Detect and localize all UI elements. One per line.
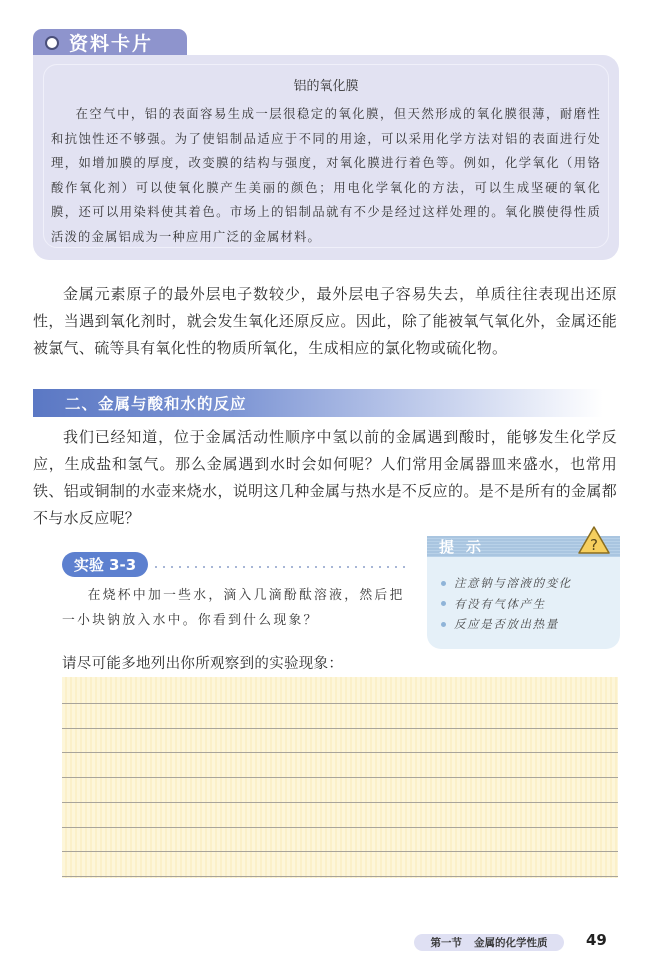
- writing-line: [62, 827, 618, 828]
- hint-list: [441, 573, 572, 635]
- info-card-title: 铝的氧化膜: [293, 79, 359, 94]
- body-paragraph-1: 金属元素原子的最外层电子数较少，最外层电子容易失去，单质往往表现出还原性，当遇到氧化剂时，就会发生氧化还原反应。因此，除了能被氧气氧化外，金属还能被氯气、硫等具有氧化性的物质所氧化，生成相应的氯化物或硫化物。: [33, 285, 617, 357]
- answer-writing-area[interactable]: [62, 677, 618, 878]
- hint-item: 注意钠与溶液的变化: [441, 573, 572, 594]
- experiment-instructions: 在烧杯中加一些水，滴入几滴酚酞溶液，然后把一小块钠放入水中。你看到什么现象？: [62, 588, 405, 628]
- writing-line: [62, 851, 618, 852]
- experiment-badge: [62, 552, 148, 577]
- writing-line: [62, 752, 618, 753]
- footer-chapter-title: 金属的化学性质: [474, 937, 548, 949]
- info-card: [33, 55, 619, 260]
- hint-item: 反应是否放出热量: [441, 614, 572, 635]
- info-card-tab-label: 资料卡片: [69, 33, 154, 55]
- bullet-dot-icon: [441, 601, 446, 606]
- svg-text:?: ?: [590, 536, 598, 554]
- hint-box: [427, 536, 620, 649]
- section-header-bar: [33, 389, 603, 417]
- writing-line: [62, 777, 618, 778]
- writing-line: [62, 876, 618, 877]
- writing-line: [62, 802, 618, 803]
- bullet-dot-icon: [441, 622, 446, 627]
- bullet-dot-icon: [441, 581, 446, 586]
- footer-section: 第一节: [430, 937, 462, 949]
- info-card-body: 在空气中，铝的表面容易生成一层很稳定的氧化膜，但天然形成的氧化膜很薄，耐磨性和抗蚀性还不够强。为了使铝制品适应于不同的用途，可以采用化学方法对铝的表面进行处理，如增加膜的厚度，改变膜的结构与强度，对氧化膜进行着色等。例如，化学氧化（用铬酸作氧化剂）可以使氧化膜产生美丽的颜色；用电化学氧化的方法，可以生成坚硬的氧化膜，还可以用染料使其着色。市场上的铝制品就有不少是经过这样处理的。氧化膜使得性质活泼的金属铝成为一种应用广泛的金属材料。: [51, 107, 601, 244]
- writing-line: [62, 728, 618, 729]
- section-title: 二、金属与酸和水的反应: [65, 395, 247, 413]
- experiment-label: 实验 3-3: [73, 556, 137, 574]
- info-card-tab: [33, 29, 187, 56]
- body-paragraph-2: 我们已经知道，位于金属活动性顺序中氢以前的金属遇到酸时，能够发生化学反应，生成盐和氢气。那么金属遇到水时会如何呢？人们常用金属器皿来盛水，也常用铁、铝或铜制的水壶来烧水，说明这几种金属与热水是不反应的。是不是所有的金属都不与水反应呢？: [33, 428, 617, 527]
- warning-question-icon: [578, 526, 610, 554]
- circle-bullet-icon: [45, 36, 59, 50]
- footer-chapter-label: [414, 934, 564, 951]
- hint-title: 提示: [439, 538, 494, 556]
- dotted-divider: [152, 566, 407, 568]
- writing-line: [62, 703, 618, 704]
- page-number: 49: [586, 931, 607, 949]
- observation-prompt: 请尽可能多地列出你所观察到的实验现象：: [62, 656, 344, 672]
- hint-item: 有没有气体产生: [441, 594, 572, 615]
